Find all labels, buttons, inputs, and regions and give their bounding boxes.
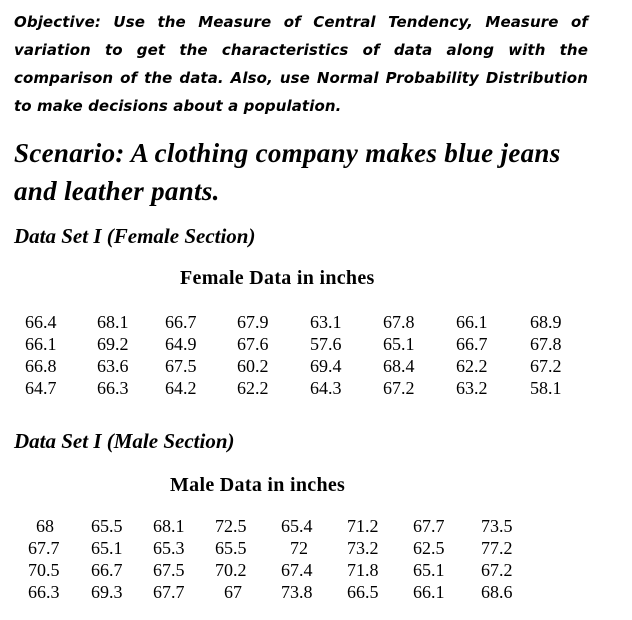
table-cell: 65.1 xyxy=(383,334,415,354)
female-data-table xyxy=(0,312,632,400)
table-cell: 66.3 xyxy=(28,582,60,602)
table-cell: 69.3 xyxy=(91,582,123,602)
table-cell: 71.8 xyxy=(347,560,379,580)
table-cell: 65.1 xyxy=(413,560,445,580)
table-cell: 73.8 xyxy=(281,582,313,602)
male-data-table xyxy=(0,516,632,604)
table-cell: 67.2 xyxy=(383,378,415,398)
table-row xyxy=(0,312,632,334)
objective-text: Objective: Use the Measure of Central Tendency, Measure of variation to get the characteristics of data along with the comparison of the data. Also, use Normal Probability Distribution to make decisions about a population. xyxy=(14,13,588,115)
table-row xyxy=(0,356,632,378)
table-cell: 66.4 xyxy=(25,312,57,332)
table-cell: 66.5 xyxy=(347,582,379,602)
table-cell: 62.2 xyxy=(237,378,269,398)
table-cell: 67.7 xyxy=(28,538,60,558)
table-cell: 64.7 xyxy=(25,378,57,398)
table-cell: 63.6 xyxy=(97,356,129,376)
table-cell: 62.2 xyxy=(456,356,488,376)
table-cell: 72.5 xyxy=(215,516,247,536)
table-cell: 72 xyxy=(290,538,308,558)
table-cell: 67 xyxy=(224,582,242,602)
table-cell: 66.3 xyxy=(97,378,129,398)
table-cell: 66.1 xyxy=(456,312,488,332)
table-cell: 67.8 xyxy=(530,334,562,354)
table-cell: 58.1 xyxy=(530,378,562,398)
table-cell: 69.2 xyxy=(97,334,129,354)
table-cell: 65.1 xyxy=(91,538,123,558)
table-cell: 67.8 xyxy=(383,312,415,332)
table-cell: 68.4 xyxy=(383,356,415,376)
table-cell: 71.2 xyxy=(347,516,379,536)
table-cell: 68.6 xyxy=(481,582,513,602)
table-row xyxy=(0,516,632,538)
male-table-caption: Male Data in inches xyxy=(170,474,346,496)
table-cell: 70.5 xyxy=(28,560,60,580)
table-cell: 73.2 xyxy=(347,538,379,558)
table-cell: 77.2 xyxy=(481,538,513,558)
scenario-text: Scenario: A clothing company makes blue jeans and leather pants. xyxy=(14,138,561,206)
table-cell: 64.9 xyxy=(165,334,197,354)
female-table-caption: Female Data in inches xyxy=(180,267,375,289)
table-cell: 60.2 xyxy=(237,356,269,376)
table-cell: 67.5 xyxy=(165,356,197,376)
table-row xyxy=(0,378,632,400)
table-cell: 67.5 xyxy=(153,560,185,580)
table-row xyxy=(0,582,632,604)
table-cell: 66.7 xyxy=(165,312,197,332)
table-cell: 67.4 xyxy=(281,560,313,580)
table-cell: 68.1 xyxy=(97,312,129,332)
table-cell: 67.6 xyxy=(237,334,269,354)
table-cell: 67.7 xyxy=(413,516,445,536)
table-cell: 65.5 xyxy=(91,516,123,536)
table-row xyxy=(0,560,632,582)
table-cell: 66.7 xyxy=(456,334,488,354)
female-section-heading: Data Set I (Female Section) xyxy=(14,224,256,248)
table-cell: 67.9 xyxy=(237,312,269,332)
table-cell: 68.9 xyxy=(530,312,562,332)
table-cell: 67.2 xyxy=(530,356,562,376)
table-cell: 57.6 xyxy=(310,334,342,354)
table-cell: 65.4 xyxy=(281,516,313,536)
table-cell: 62.5 xyxy=(413,538,445,558)
table-cell: 63.2 xyxy=(456,378,488,398)
table-cell: 70.2 xyxy=(215,560,247,580)
table-cell: 73.5 xyxy=(481,516,513,536)
table-cell: 69.4 xyxy=(310,356,342,376)
table-row xyxy=(0,538,632,560)
table-row xyxy=(0,334,632,356)
table-cell: 65.3 xyxy=(153,538,185,558)
table-cell: 63.1 xyxy=(310,312,342,332)
table-cell: 68.1 xyxy=(153,516,185,536)
table-cell: 64.3 xyxy=(310,378,342,398)
table-cell: 66.7 xyxy=(91,560,123,580)
male-section-heading: Data Set I (Male Section) xyxy=(14,429,235,453)
table-cell: 66.8 xyxy=(25,356,57,376)
table-cell: 66.1 xyxy=(413,582,445,602)
table-cell: 65.5 xyxy=(215,538,247,558)
table-cell: 67.2 xyxy=(481,560,513,580)
table-cell: 67.7 xyxy=(153,582,185,602)
table-cell: 66.1 xyxy=(25,334,57,354)
table-cell: 64.2 xyxy=(165,378,197,398)
table-cell: 68 xyxy=(36,516,54,536)
